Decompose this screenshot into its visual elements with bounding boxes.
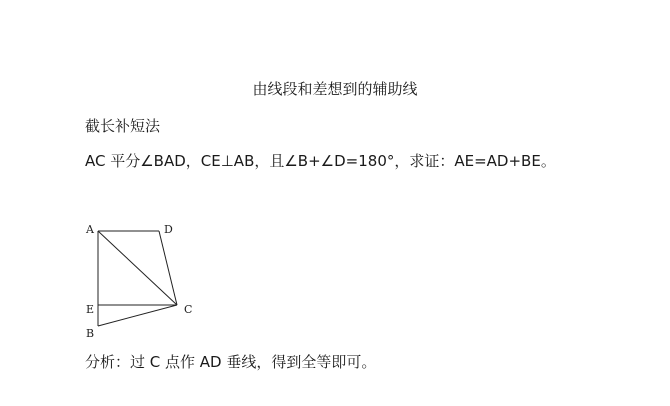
geometry-figure [80, 218, 210, 343]
label-a: A [86, 223, 94, 236]
label-c: C [184, 303, 193, 316]
problem-statement: AC 平分∠BAD，CE⊥AB，且∠B+∠D=180°，求证：AE=AD+BE。 [85, 152, 556, 170]
label-b: B [86, 327, 95, 340]
label-d: D [164, 223, 173, 236]
segment-ac [98, 231, 177, 305]
segment-dc [159, 231, 177, 305]
page-title: 由线段和差想到的辅助线 [252, 80, 418, 98]
analysis-text: 分析：过 C 点作 AD 垂线，得到全等即可。 [85, 353, 377, 371]
method-heading: 截长补短法 [85, 117, 161, 135]
label-e: E [86, 303, 95, 316]
segment-bc [98, 305, 177, 326]
